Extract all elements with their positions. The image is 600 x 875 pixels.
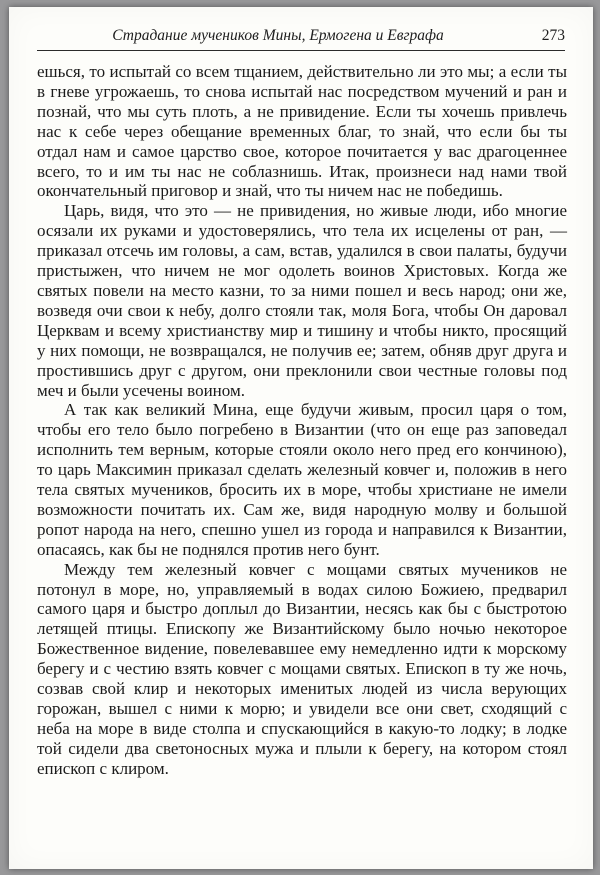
running-header (37, 27, 565, 48)
paragraph: Между тем железный ковчег с мощами святых мучеников не потонул в море, но, управляемый в водах силою Божиею, предварил самого царя и быстро доплыл до Византии, несясь как бы с быстротою летящей птицы. Епископу же Византийскому было ночью некоторое Божественное видение, повелевавшее ему немедленно идти к морскому берегу и с честию взять ковчег с мощами святых. Епископ в ту же ночь, созвав свой клир и некоторых именитых людей из числа верующих горожан, вышел с ними к морю; и увидели все они свет, сходящий с неба на море в виде столпа и спускающийся в какую-то лодку; в лодке той сидели два светоносных мужа и плыли к берегу, на котором стоял епископ с клиром. (37, 559, 567, 778)
body-text (37, 62, 567, 779)
paragraph: А так как великий Мина, еще будучи живым, просил царя о том, чтобы его тело было погребено в Византии (что он еще раз заповедал исполнить тем верным, которые стояли около него пред его кончиною), то царь Максимин приказал сделать железный ковчег и, положив в него тела святых мучеников, бросить их в море, чтобы христиане не имели возможности почитать их. Сам же, видя народную молву и большой ропот народа на него, спешно ушел из города и направился к Византии, опасаясь, как бы не поднялся против него бунт. (37, 400, 567, 559)
book-page (9, 7, 593, 869)
running-header-title: Страдание мучеников Мины, Ермогена и Евграфа (112, 27, 444, 44)
page-number: 273 (541, 27, 565, 44)
paragraph: ешься, то испытай со всем тщанием, действительно ли это мы; а если ты в гневе угрожаешь, то снова испытай нас посредством мучений и ран и познай, что мы суть плоть, а не привидение. Если ты хочешь привлечь нас к себе через обещание временных благ, то знай, что если бы ты отдал нам и самое царство свое, которое почитается у вас драгоценнее всего, то и им ты нас не соблазнишь. Итак, произнеси над нами твой окончательный приговор и знай, что ты ничем нас не победишь. (37, 62, 567, 201)
header-rule (37, 50, 565, 51)
paragraph: Царь, видя, что это — не привидения, но живые люди, ибо многие осязали их руками и удостоверялись, что тела их исцелены от ран, — приказал отсечь им головы, а сам, встав, удалился в свои палаты, будучи пристыжен, что ничем не мог одолеть воинов Христовых. Когда же святых повели на место казни, то за ними пошел и весь народ; они же, возведя очи свои к небу, долго стояли так, моля Бога, чтобы Он даровал Церквам и всему христианству мир и тишину и чтобы никто, просящий у них помощи, не возвращался, не получив ее; затем, обняв друг друга и простившись друг с другом, они преклонили свои честные головы под меч и были усечены воином. (37, 201, 567, 400)
